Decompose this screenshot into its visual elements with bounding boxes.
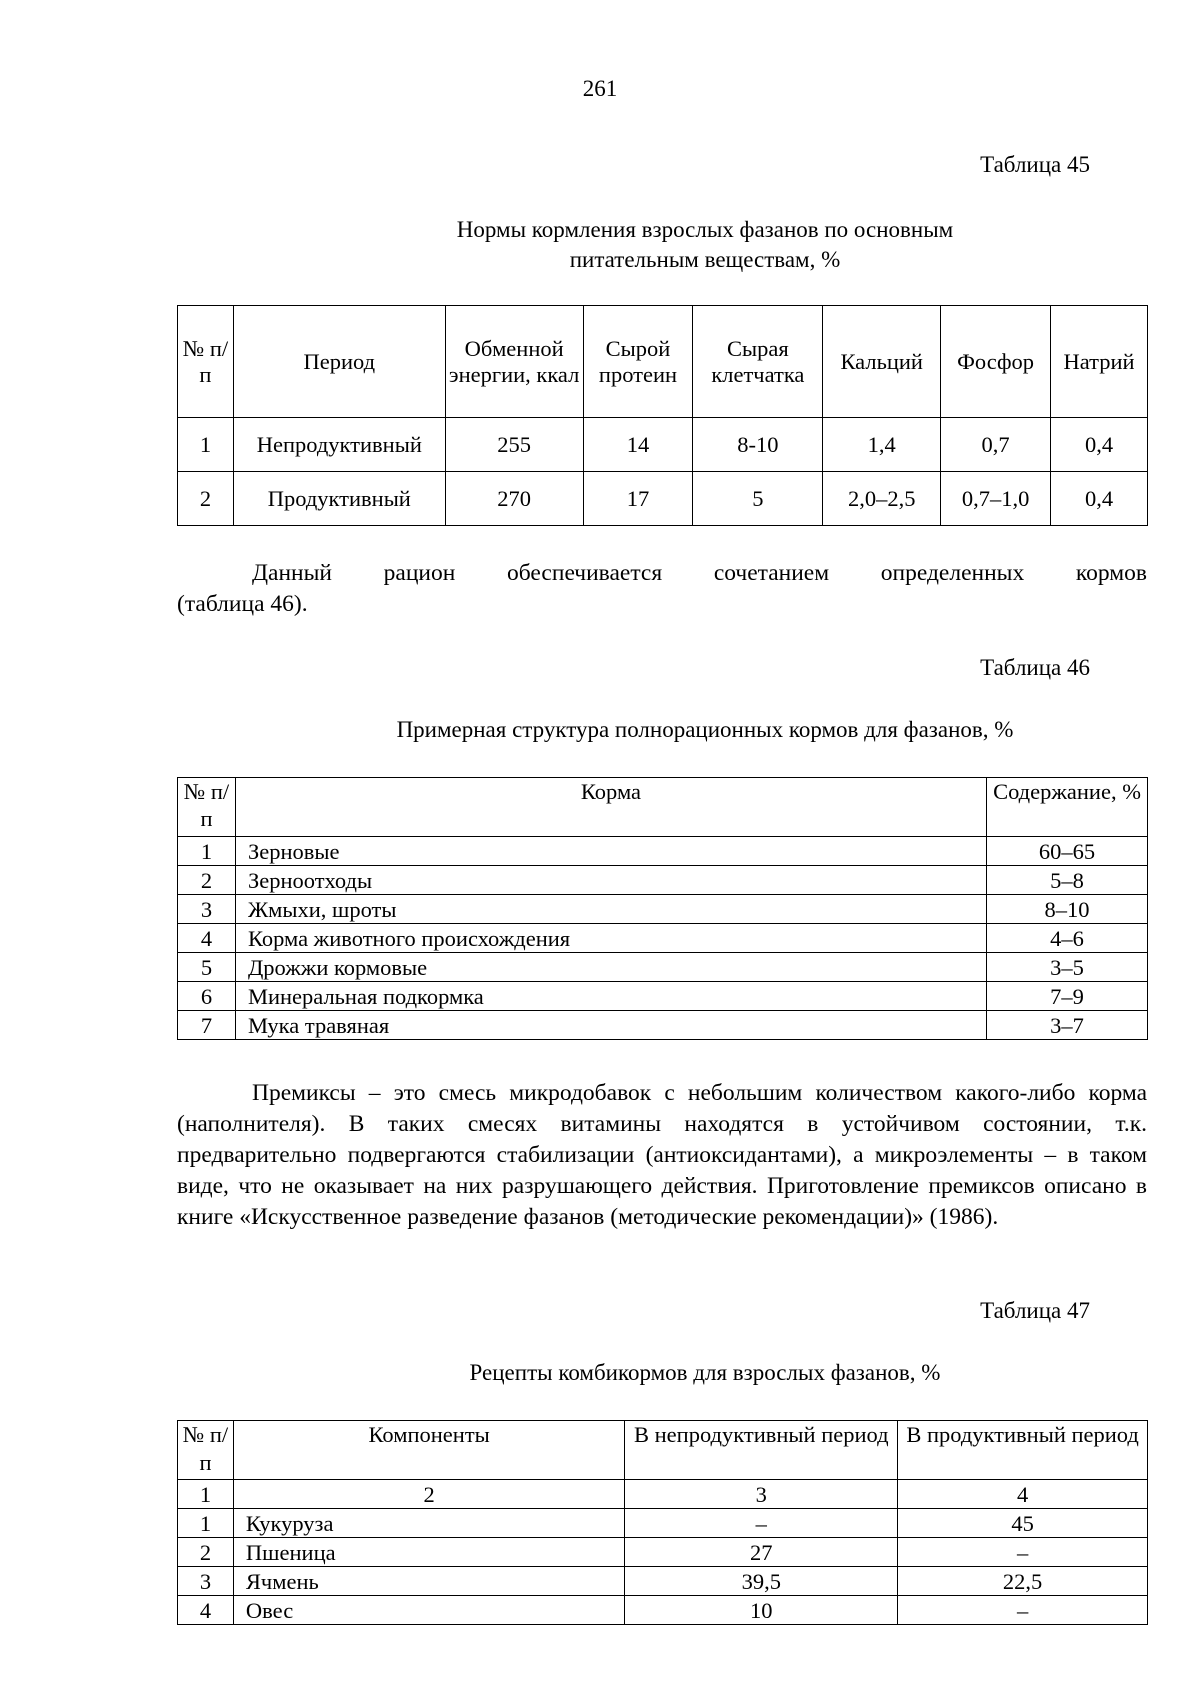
- table-cell: 2: [178, 472, 234, 526]
- table-45-header: Сырая клетчатка: [693, 306, 823, 418]
- table-45-title-line2: питательным веществам, %: [569, 247, 841, 272]
- table-46-header: Содержание, %: [987, 778, 1148, 837]
- table-cell: Мука травяная: [235, 1011, 986, 1040]
- table-45-header-row: [178, 306, 1148, 418]
- table-46-header: № п/п: [178, 778, 236, 837]
- table-cell: Пшеница: [233, 1538, 624, 1567]
- table-47-column-number: 4: [898, 1480, 1148, 1509]
- table-cell: Зерноотходы: [235, 866, 986, 895]
- table-row: [178, 1509, 1148, 1538]
- table-cell: 7–9: [987, 982, 1148, 1011]
- table-cell: 3: [178, 1567, 234, 1596]
- table-46-header: Корма: [235, 778, 986, 837]
- table-cell: Ячмень: [233, 1567, 624, 1596]
- table-cell: 5–8: [987, 866, 1148, 895]
- table-45: [177, 305, 1148, 526]
- table-cell: 0,7: [941, 418, 1051, 472]
- table-cell: 27: [625, 1538, 898, 1567]
- table-cell: 14: [583, 418, 693, 472]
- table-cell: 17: [583, 472, 693, 526]
- table-45-title-line1: Нормы кормления взрослых фазанов по основным: [456, 217, 954, 242]
- page-number: 261: [582, 76, 618, 101]
- table-45-header: Кальций: [823, 306, 941, 418]
- table-cell: 10: [625, 1596, 898, 1625]
- table-cell: 1: [178, 837, 236, 866]
- table-row: [178, 472, 1148, 526]
- table-cell: 4–6: [987, 924, 1148, 953]
- table-cell: 22,5: [898, 1567, 1148, 1596]
- table-47: [177, 1420, 1148, 1625]
- table-cell: Жмыхи, шроты: [235, 895, 986, 924]
- table-45-header: Сырой протеин: [583, 306, 693, 418]
- table-cell: Кукуруза: [233, 1509, 624, 1538]
- table-cell: –: [898, 1538, 1148, 1567]
- table-cell: –: [898, 1596, 1148, 1625]
- table-cell: Овес: [233, 1596, 624, 1625]
- table-cell: 270: [445, 472, 583, 526]
- table-47-title: Рецепты комбикормов для взрослых фазанов, %: [469, 1360, 941, 1385]
- table-row: [178, 1538, 1148, 1567]
- table-row: [178, 837, 1148, 866]
- table-cell: Дрожжи кормовые: [235, 953, 986, 982]
- table-cell: 0,7–1,0: [941, 472, 1051, 526]
- table-row: [178, 982, 1148, 1011]
- table-cell: 2: [178, 1538, 234, 1567]
- table-47-header-row: [178, 1421, 1148, 1480]
- table-47-header: Компоненты: [233, 1421, 624, 1480]
- table-47-header: № п/п: [178, 1421, 234, 1480]
- table-cell: 5: [693, 472, 823, 526]
- paragraph-1-line-1: Данный рацион обеспечивается сочетанием определенных кормов: [252, 560, 1147, 586]
- table-cell: 1: [178, 418, 234, 472]
- table-46: [177, 777, 1148, 1040]
- table-cell: 3–5: [987, 953, 1148, 982]
- table-cell: 1,4: [823, 418, 941, 472]
- table-45-header: Фосфор: [941, 306, 1051, 418]
- table-cell: 3: [178, 895, 236, 924]
- table-row: [178, 866, 1148, 895]
- table-row: [178, 953, 1148, 982]
- table-45-header: Обменной энергии, ккал: [445, 306, 583, 418]
- table-cell: Минеральная подкормка: [235, 982, 986, 1011]
- table-47-numbering-row: [178, 1480, 1148, 1509]
- table-cell: –: [625, 1509, 898, 1538]
- table-row: [178, 1567, 1148, 1596]
- table-cell: 8–10: [987, 895, 1148, 924]
- table-45-label: Таблица 45: [980, 152, 1090, 177]
- table-47-column-number: 1: [178, 1480, 234, 1509]
- table-46-header-row: [178, 778, 1148, 837]
- table-cell: 0,4: [1051, 472, 1148, 526]
- table-row: [178, 1596, 1148, 1625]
- table-cell: 4: [178, 924, 236, 953]
- table-46-label: Таблица 46: [980, 655, 1090, 680]
- table-cell: 3–7: [987, 1011, 1148, 1040]
- table-47-column-number: 3: [625, 1480, 898, 1509]
- table-row: [178, 924, 1148, 953]
- paragraph-1-line-2: (таблица 46).: [177, 591, 308, 617]
- table-45-header: № п/п: [178, 306, 234, 418]
- table-cell: Непродуктивный: [233, 418, 445, 472]
- paragraph-2: Премиксы – это смесь микродобавок с небольшим количеством какого-либо корма (наполнителя). В таких смесях витамины находятся в устойчивом состоянии, т.к. предварительно подвергаются стабилизации (антиоксидантами), а микроэлементы – в таком виде, что не оказывает на них разрушающего действия. Приготовление премиксов описано в книге «Искусственное разведение фазанов (методические рекомендации)» (1986).: [177, 1080, 1147, 1230]
- table-cell: Корма животного происхождения: [235, 924, 986, 953]
- table-cell: 2,0–2,5: [823, 472, 941, 526]
- table-cell: 255: [445, 418, 583, 472]
- table-47-label: Таблица 47: [980, 1298, 1090, 1323]
- table-45-header: Натрий: [1051, 306, 1148, 418]
- table-cell: Продуктивный: [233, 472, 445, 526]
- table-47-header: В продуктивный период: [898, 1421, 1148, 1480]
- table-row: [178, 895, 1148, 924]
- table-cell: 0,4: [1051, 418, 1148, 472]
- table-47-column-number: 2: [233, 1480, 624, 1509]
- table-cell: 45: [898, 1509, 1148, 1538]
- table-cell: 4: [178, 1596, 234, 1625]
- table-47-header: В непродуктивный период: [625, 1421, 898, 1480]
- table-cell: 5: [178, 953, 236, 982]
- table-cell: Зерновые: [235, 837, 986, 866]
- table-cell: 39,5: [625, 1567, 898, 1596]
- table-cell: 60–65: [987, 837, 1148, 866]
- table-45-header: Период: [233, 306, 445, 418]
- table-cell: 7: [178, 1011, 236, 1040]
- table-cell: 6: [178, 982, 236, 1011]
- table-cell: 1: [178, 1509, 234, 1538]
- table-cell: 8-10: [693, 418, 823, 472]
- table-cell: 2: [178, 866, 236, 895]
- table-row: [178, 1011, 1148, 1040]
- table-row: [178, 418, 1148, 472]
- table-46-title: Примерная структура полнорационных кормов для фазанов, %: [396, 717, 1014, 742]
